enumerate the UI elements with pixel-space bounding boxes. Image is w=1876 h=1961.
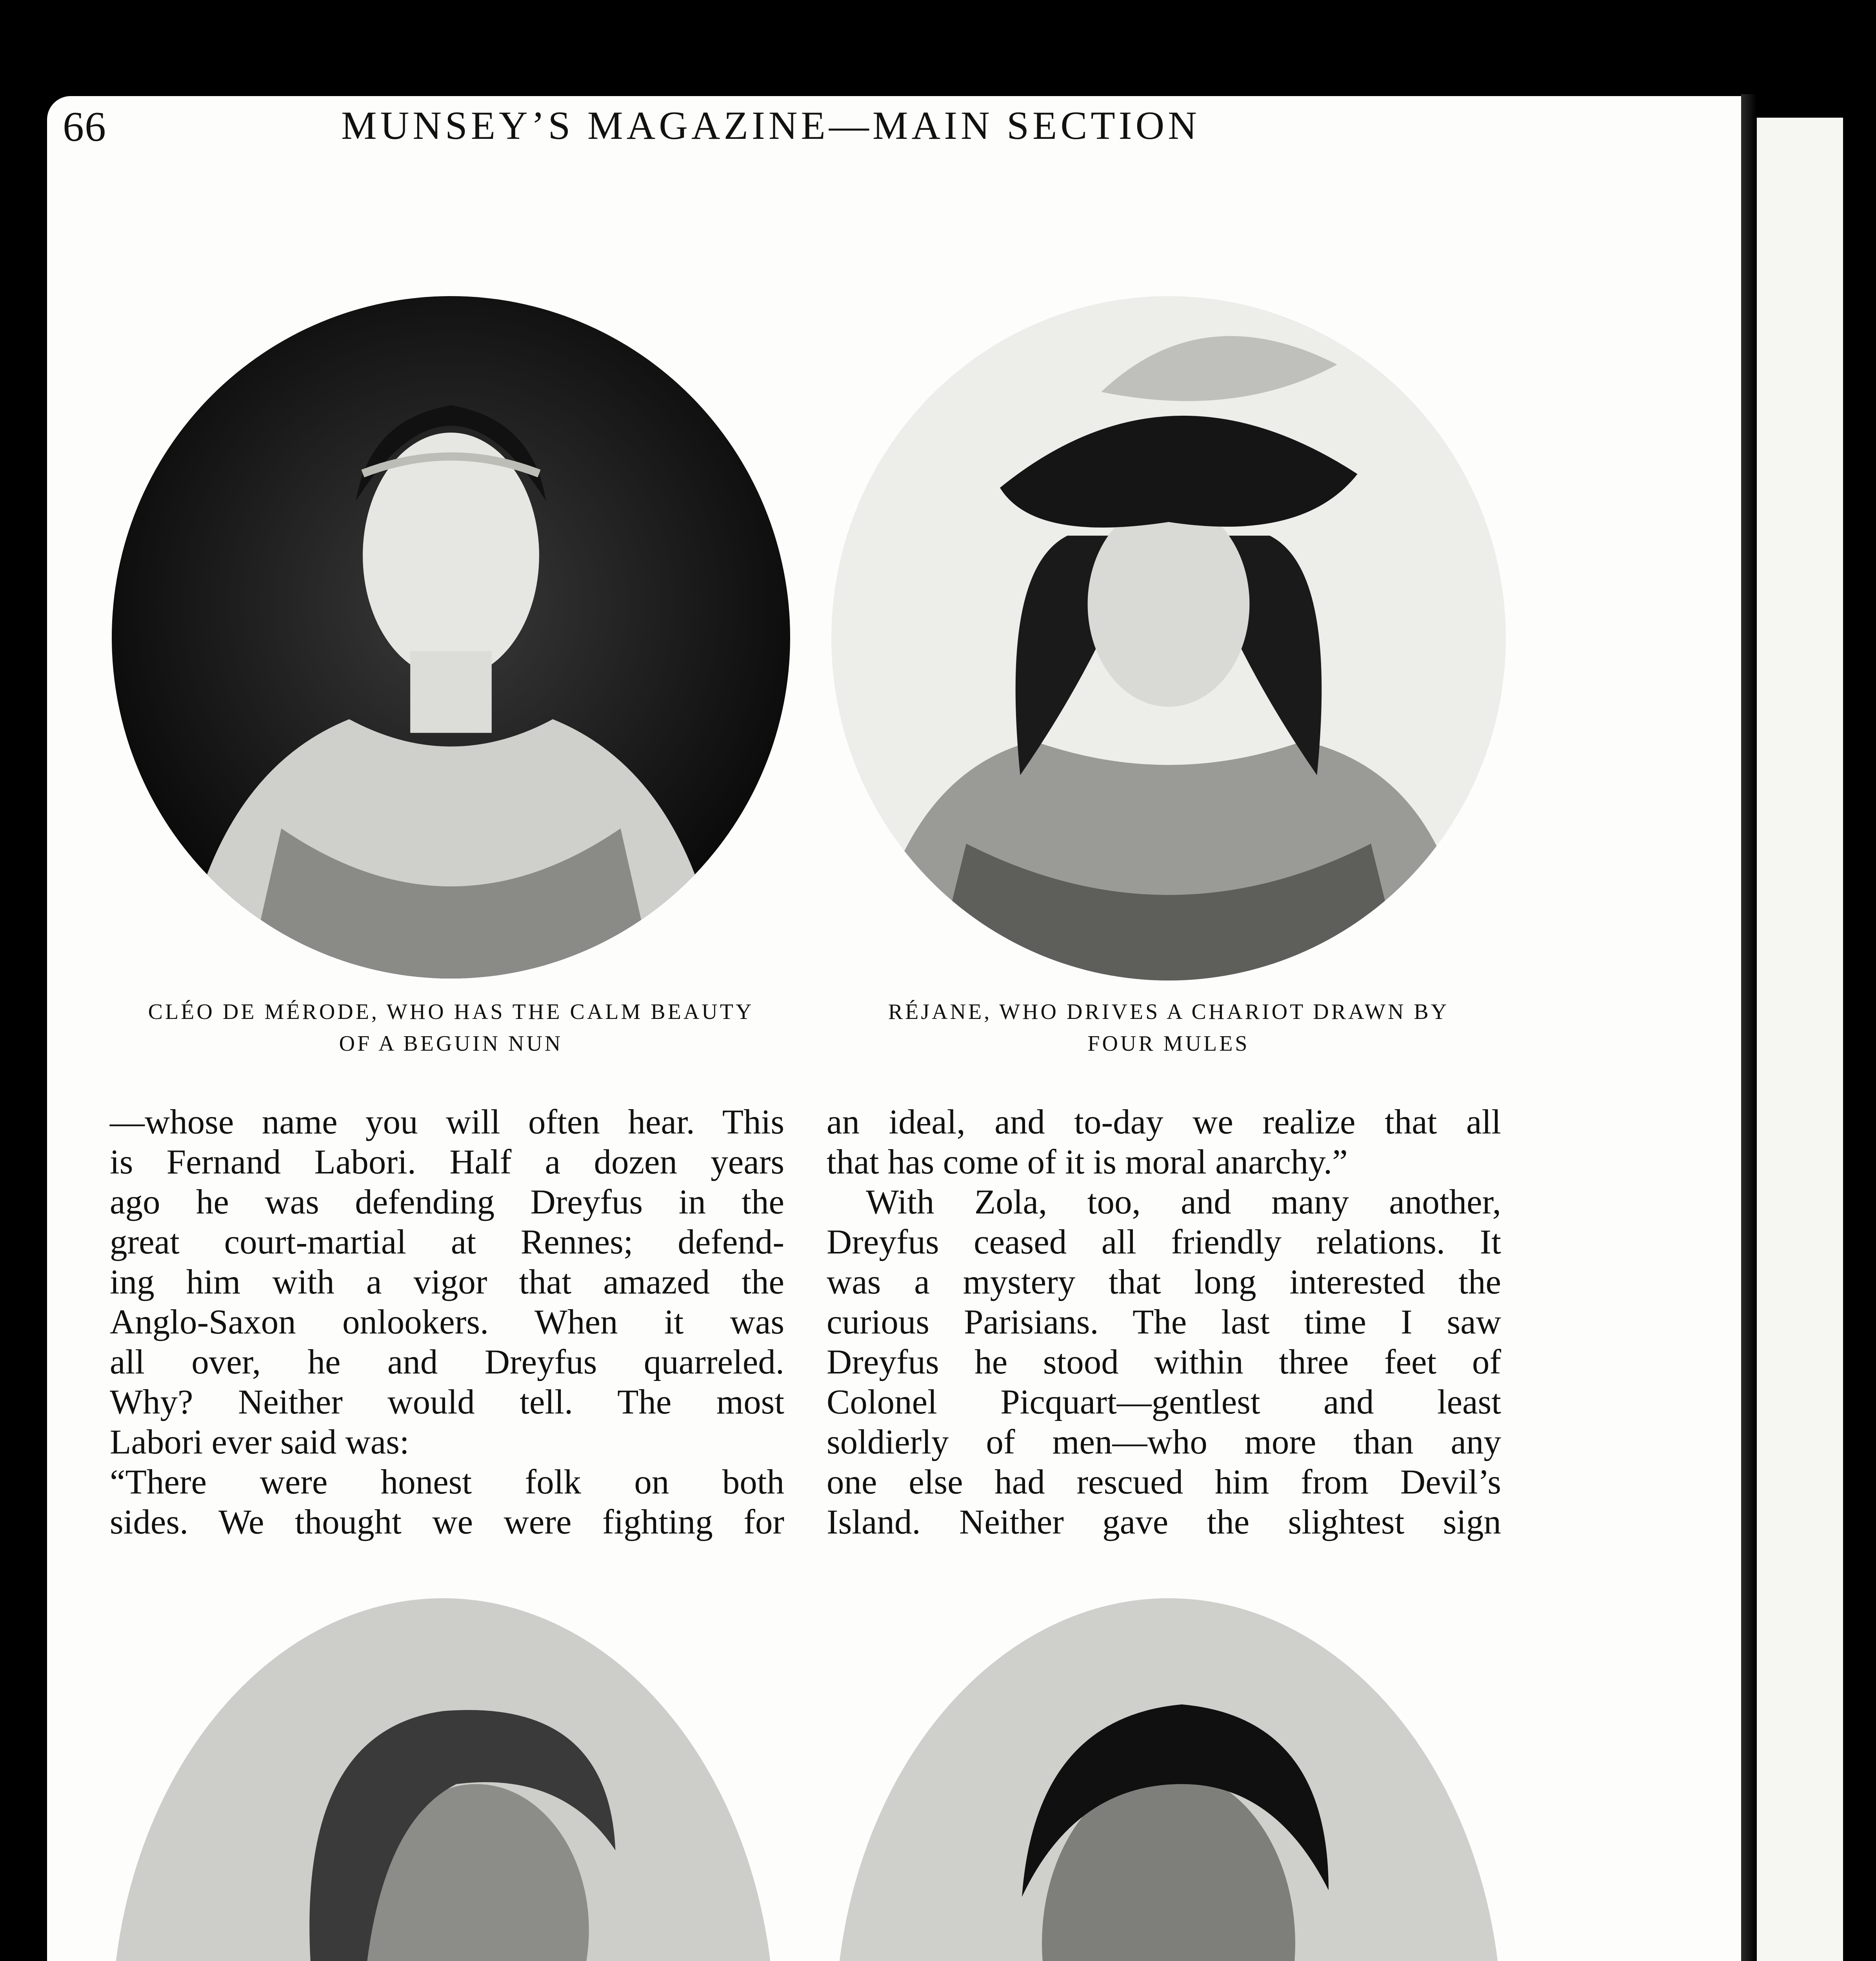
portrait-cleo-de-merode [112,296,790,979]
facing-page-edge [1757,118,1843,1961]
text-line: Island. Neither gave the slightest sign [827,1503,1501,1541]
text-line: that has come of it is moral anarchy.” [827,1143,1348,1181]
text-line: ago he was defending Dreyfus in the [110,1183,784,1221]
text-line: Why? Neither would tell. The most [110,1383,784,1421]
text-line: all over, he and Dreyfus quarreled. [110,1343,784,1381]
text-line: great court-martial at Rennes; defend- [110,1223,784,1261]
text-line: “There were honest folk on both [110,1463,784,1501]
page-number: 66 [63,104,107,150]
text-line: soldierly of men—who more than any [827,1423,1501,1461]
text-line: one else had rescued him from Devil’s [827,1463,1501,1501]
text-line: was a mystery that long interested the [827,1263,1501,1301]
portrait-rejane [831,296,1506,980]
text-line: is Fernand Labori. Half a dozen years [110,1143,784,1181]
book-gutter [1741,94,1757,1961]
text-line: Colonel Picquart—gentlest and least [827,1383,1501,1421]
text-line: Anglo-Saxon onlookers. When it was [110,1303,784,1341]
text-line: Dreyfus he stood within three feet of [827,1343,1501,1381]
text-line: Labori ever said was: [110,1423,409,1461]
text-line: With Zola, too, and many another, [866,1183,1501,1221]
text-line: curious Parisians. The last time I saw [827,1303,1501,1341]
caption-top-right: RÉJANE, WHO DRIVES A CHARIOT DRAWN BY FOUR MULES [888,1000,1449,1056]
text-line: Dreyfus ceased all friendly relations. It [827,1223,1501,1261]
text-line: —whose name you will often hear. This [110,1103,784,1141]
text-line: sides. We thought we were fighting for [110,1503,784,1541]
text-line: an ideal, and to-day we realize that all [827,1103,1501,1141]
text-line: ing him with a vigor that amazed the [110,1263,784,1301]
article-left-column [110,1102,784,1542]
running-head: MUNSEY’S MAGAZINE—MAIN SECTION [341,104,1200,148]
article-right-column [827,1102,1501,1542]
caption-top-left: CLÉO DE MÉRODE, WHO HAS THE CALM BEAUTY OF A BEGUIN NUN [148,1000,754,1056]
